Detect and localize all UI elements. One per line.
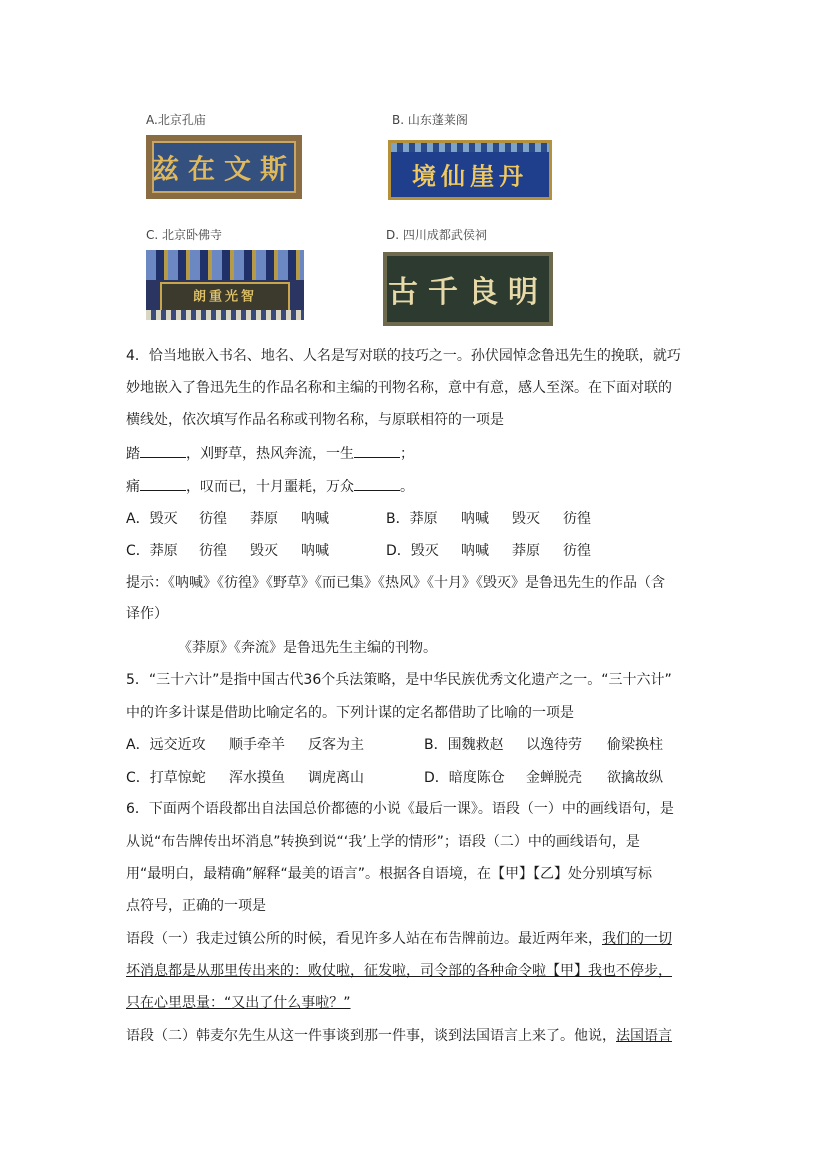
passage-2-underlined: 法国语言: [616, 1028, 672, 1044]
q4-hint-line-1: 提示：《呐喊》《彷徨》《野草》《而已集》《热风》《十月》《毁灭》是鲁迅先生的作品（含: [126, 575, 665, 591]
couplet-blank: [140, 476, 186, 491]
q4-option-3-item-0: D．毁灭: [386, 543, 439, 559]
plaque-text-b: 丹崖仙境: [412, 161, 528, 191]
plaque-photo-d: [383, 252, 553, 326]
couplet-blank: [140, 443, 186, 458]
plaque-text-d: 明良千古: [388, 275, 548, 310]
q5-option-0-item-2: 反客为主: [308, 737, 364, 753]
q5-option-3-item-1: 金蝉脱壳: [526, 770, 582, 786]
q4-option-1-item-2: 毁灭: [512, 511, 540, 527]
q5-option-0-item-0: A．远交近攻: [126, 737, 206, 753]
q4-couplet-line-2: [126, 476, 414, 497]
q6-line-1: 6．下面两个语段都出自法国总价都德的小说《最后一课》。语段（一）中的画线语句，是: [126, 801, 674, 817]
q4-option-3-item-2: 莽原: [512, 543, 540, 559]
q5-option-2-item-1: 浑水摸鱼: [229, 770, 285, 786]
q4-option-2-item-3: 呐喊: [301, 543, 329, 559]
q6-line-4: 点符号，正确的一项是: [126, 898, 266, 914]
image-caption-b: B. 山东蓬莱阁: [392, 113, 468, 127]
q4-option-2-item-2: 毁灭: [250, 543, 278, 559]
passage-1-underlined: 我们的一切: [602, 931, 672, 947]
image-caption-c: C. 北京卧佛寺: [146, 228, 223, 242]
q5-option-3-item-2: 欲擒故纵: [607, 770, 663, 786]
passage-2-plain: 语段（二）韩麦尔先生从这一件事谈到那一件事，谈到法国语言上来了。他说，: [126, 1028, 616, 1044]
q4-option-0-item-3: 呐喊: [301, 511, 329, 527]
q5-option-1-item-1: 以逸待劳: [526, 737, 582, 753]
q6-line-3: 用“最明白，最精确”解释“最美的语言”。根据各自语境，在【甲】【乙】处分别填写标: [126, 866, 653, 882]
couplet-blank: [354, 443, 400, 458]
q4-option-1-item-3: 彷徨: [563, 511, 591, 527]
q4-intro-line-1: 4．恰当地嵌入书名、地名、人名是写对联的技巧之一。孙伏园悼念鲁迅先生的挽联，就巧: [126, 348, 681, 364]
q6-passage-1-line-2: 坏消息都是从那里传出来的：败仗啦，征发啦，司令部的各种命令啦【甲】我也不停步，: [126, 963, 672, 979]
q6-line-2: 从说“布告牌传出坏消息”转换到说“‘我’上学的情形”；语段（二）中的画线语句，是: [126, 834, 640, 850]
q4-intro-line-2: 妙地嵌入了鲁迅先生的作品名称和主编的刊物名称，意中有意，感人至深。在下面对联的: [126, 380, 672, 396]
q4-option-0-item-2: 莽原: [250, 511, 278, 527]
q4-option-1-item-0: B．莽原: [386, 511, 438, 527]
q6-passage-2-line-1: [126, 1026, 672, 1046]
passage-1-plain: 语段（一）我走过镇公所的时候，看见许多人站在布告牌前边。最近两年来，: [126, 931, 602, 947]
couplet-2-start: 痛: [126, 479, 140, 495]
q5-option-2-item-0: C．打草惊蛇: [126, 770, 206, 786]
couplet-2-middle: ，叹而已，十月噩耗，万众: [186, 479, 354, 495]
q5-option-1-item-2: 偷梁换柱: [607, 737, 663, 753]
plaque-photo-c: [146, 250, 304, 320]
q4-option-0-item-0: A．毁灭: [126, 511, 178, 527]
q4-couplet-line-1: [126, 443, 414, 464]
q4-option-3-item-3: 彷徨: [563, 543, 591, 559]
q5-line-1: 5．“三十六计”是指中国古代36个兵法策略，是中华民族优秀文化遗产之一。“三十六计”: [126, 672, 672, 688]
couplet-1-middle: ，刈野草，热风奔流，一生: [186, 446, 354, 462]
q6-passage-1-line-1: [126, 929, 672, 949]
plaque-photo-a: [146, 135, 302, 199]
plaque-text-a: 斯文在兹: [152, 154, 296, 186]
q4-hint-line-2: 译作）: [126, 606, 168, 622]
couplet-blank: [354, 476, 400, 491]
q5-option-1-item-0: B．围魏救赵: [424, 737, 504, 753]
q5-option-3-item-0: D．暗度陈仓: [424, 770, 505, 786]
couplet-2-end: 。: [400, 479, 414, 495]
q4-option-3-item-1: 呐喊: [461, 543, 489, 559]
plaque-text-c: 智光重朗: [192, 289, 257, 305]
image-caption-a: A.北京孔庙: [146, 113, 206, 127]
plaque-photo-b: [388, 140, 552, 200]
q5-option-0-item-1: 顺手牵羊: [229, 737, 285, 753]
q4-option-0-item-1: 彷徨: [199, 511, 227, 527]
q6-passage-1-line-3: 只在心里思量：“又出了什么事啦？”: [126, 995, 351, 1011]
couplet-1-end: ；: [400, 446, 414, 462]
q4-hint-line-3: 《莽原》《奔流》是鲁迅先生主编的刊物。: [178, 640, 437, 656]
couplet-1-start: 踏: [126, 446, 140, 462]
q5-option-2-item-2: 调虎离山: [308, 770, 364, 786]
q4-option-1-item-1: 呐喊: [461, 511, 489, 527]
image-caption-d: D. 四川成都武侯祠: [386, 228, 487, 242]
q4-option-2-item-0: C．莽原: [126, 543, 178, 559]
q4-option-2-item-1: 彷徨: [199, 543, 227, 559]
q4-intro-line-3: 横线处，依次填写作品名称或刊物名称，与原联相符的一项是: [126, 412, 504, 428]
q5-line-2: 中的许多计谋是借助比喻定名的。下列计谋的定名都借助了比喻的一项是: [126, 705, 574, 721]
